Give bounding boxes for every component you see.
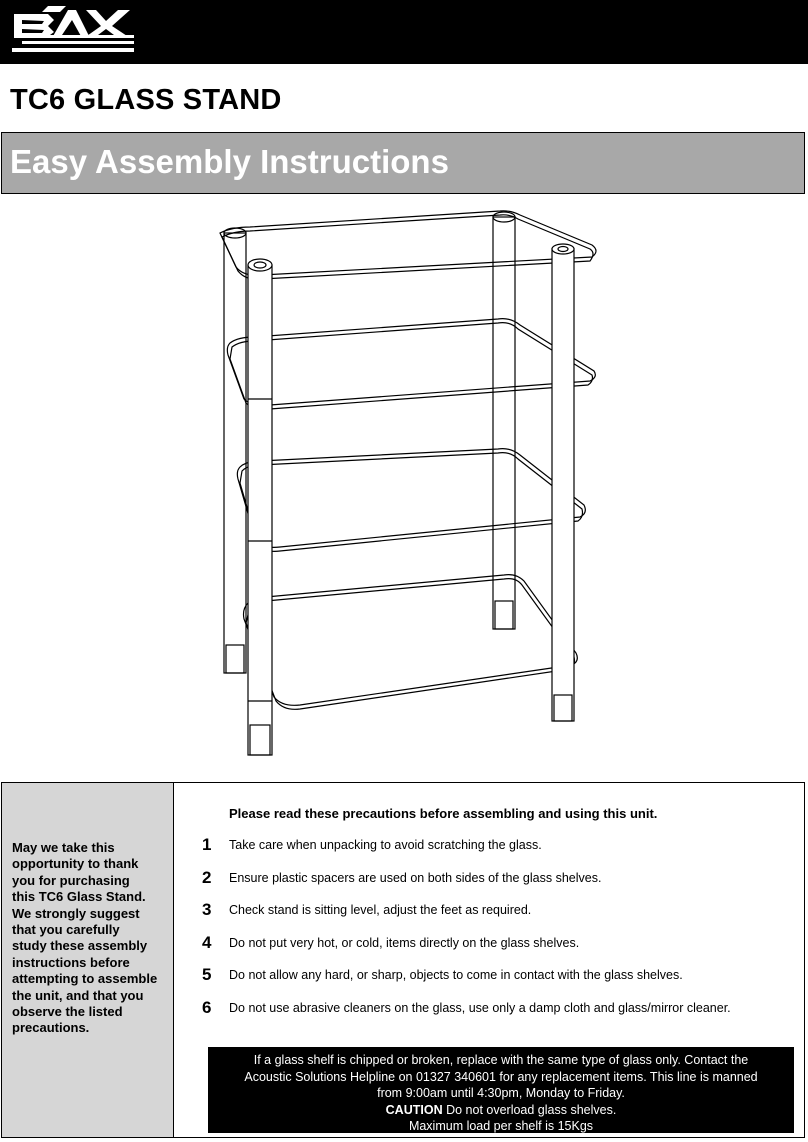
precaution-item	[202, 900, 802, 922]
back-right-post	[493, 217, 515, 629]
warning-box	[208, 1047, 794, 1133]
precaution-number: 2	[202, 868, 212, 887]
precaution-text: Check stand is sitting level, adjust the feet as required.	[229, 903, 532, 917]
front-left-post	[248, 265, 272, 755]
precaution-item	[202, 868, 802, 890]
precaution-text: Do not use abrasive cleaners on the glass, use only a damp cloth and glass/mirror cleaner.	[229, 1001, 731, 1015]
thank-you-sidebar	[2, 783, 174, 1137]
precaution-item	[202, 965, 802, 987]
warning-line: If a glass shelf is chipped or broken, replace with the same type of glass only. Contact the	[253, 1053, 749, 1067]
precaution-number: 3	[202, 900, 212, 919]
glass-stand-drawing-icon	[210, 205, 610, 775]
caution-label: CAUTION	[385, 1102, 443, 1117]
warning-line: from 9:00am until 4:30pm, Monday to Friday.	[377, 1086, 625, 1101]
page-title: TC6 GLASS STAND	[10, 84, 282, 116]
shelf-2	[227, 319, 595, 410]
back-left-post	[224, 233, 246, 673]
banner-title: Easy Assembly Instructions	[10, 143, 449, 180]
precaution-number: 1	[202, 835, 212, 854]
warning-line: Acoustic Solutions Helpline on 01327 340601 for any replacement items. This line is manned	[244, 1069, 758, 1084]
shelf-3	[237, 449, 585, 552]
precaution-number: 4	[202, 933, 212, 952]
caution-text: Do not overload glass shelves.	[442, 1102, 617, 1117]
precaution-number: 5	[202, 965, 212, 984]
section-banner	[1, 132, 805, 194]
precaution-text: Ensure plastic spacers are used on both sides of the glass shelves.	[229, 871, 602, 885]
shelf-top	[220, 211, 596, 280]
thank-you-text: May we take this opportunity to thank you for purchasing this TC6 Glass Stand. We strongly suggest that you carefully study these assembly instructions before attempting to assemble the unit, and that you observe the listed precautions.	[12, 840, 158, 1036]
front-right-post	[552, 249, 574, 721]
precaution-text: Take care when unpacking to avoid scratching the glass.	[229, 838, 542, 852]
precaution-text: Do not allow any hard, or sharp, objects to come in contact with the glass shelves.	[229, 968, 683, 982]
bax-logo	[8, 4, 138, 62]
max-load-line: Maximum load per shelf is 15Kgs	[408, 1119, 594, 1134]
revision-label: REV: 1/053/1.1	[714, 50, 802, 65]
precaution-number: 6	[202, 998, 212, 1017]
shelf-bottom	[244, 575, 578, 710]
precaution-item	[202, 998, 802, 1020]
precautions-panel	[1, 782, 805, 1138]
header-bar	[0, 0, 808, 64]
caution-line	[208, 1102, 794, 1119]
precautions-heading: Please read these precautions before assembling and using this unit.	[229, 806, 658, 821]
precaution-item	[202, 835, 802, 857]
precaution-text: Do not put very hot, or cold, items directly on the glass shelves.	[229, 936, 580, 950]
precaution-item	[202, 933, 802, 955]
